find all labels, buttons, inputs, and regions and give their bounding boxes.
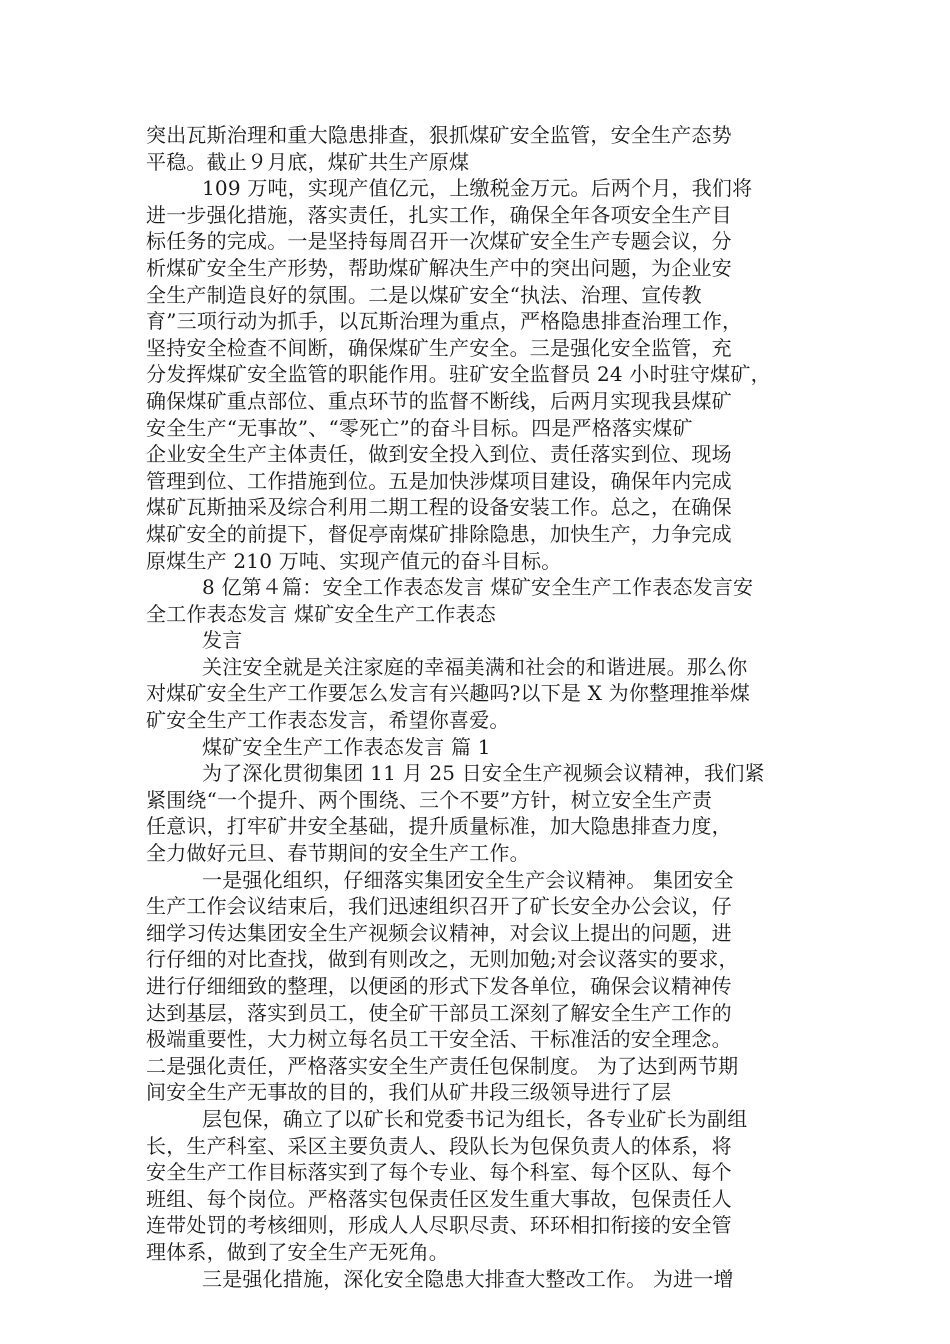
text-line: 管理到位、工作措施到位。五是加快涉煤项目建设，确保年内完成	[146, 468, 732, 493]
text-line: 109 万吨，实现产值亿元，上缴税金万元。后两个月，我们将	[202, 176, 753, 201]
text-line: 二是强化责任，严格落实安全生产责任包保制度。 为了达到两节期	[146, 1053, 739, 1078]
text-line: 8 亿第４篇：安全工作表态发言 煤矿安全生产工作表态发言安	[202, 575, 754, 600]
text-line: 标任务的完成。一是坚持每周召开一次煤矿安全生产专题会议，分	[146, 229, 732, 254]
text-line: 矿安全生产工作表态发言，希望你喜爱。	[146, 708, 510, 733]
text-line: 分发挥煤矿安全监管的职能作用。驻矿安全监督员 24 小时驻守煤矿，	[146, 362, 771, 387]
text-line: 理体系，做到了安全生产无死角。	[146, 1239, 449, 1264]
text-line: 突出瓦斯治理和重大隐患排查，狠抓煤矿安全监管，安全生产态势	[146, 123, 732, 147]
text-line: 煤矿瓦斯抽采及综合利用二期工程的设备安装工作。总之，在确保	[146, 495, 732, 520]
text-line: 全工作表态发言 煤矿安全生产工作表态	[146, 601, 496, 626]
text-line: 煤矿安全的前提下，督促亭南煤矿排除隐患，加快生产，力争完成	[146, 521, 732, 546]
text-line: 为了深化贯彻集团 11 月 25 日安全生产视频会议精神，我们紧	[202, 761, 765, 786]
text-line: 行仔细的对比查找，做到有则改之，无则加勉;对会议落实的要求，	[146, 947, 739, 972]
text-line: 安全生产“无事故”、“零死亡”的奋斗目标。四是严格落实煤矿	[146, 415, 693, 440]
text-line: 极端重要性，大力树立每名员工干安全活、干标准活的安全理念。	[146, 1027, 732, 1052]
text-line: 安全生产工作目标落实到了每个专业、每个科室、每个区队、每个	[146, 1160, 732, 1185]
text-line: 煤矿安全生产工作表态发言 篇 1	[202, 734, 491, 759]
text-line: 生产工作会议结束后，我们迅速组织召开了矿长安全办公会议，仔	[146, 894, 732, 919]
text-line: 全生产制造良好的氛围。二是以煤矿安全“执法、治理、宣传教	[146, 282, 702, 307]
text-line: 紧围绕“一个提升、两个围绕、三个不要”方针，树立安全生产责	[146, 787, 713, 812]
text-line: 一是强化组织，仔细落实集团安全生产会议精神。 集团安全	[202, 867, 734, 892]
text-line: 细学习传达集团安全生产视频会议精神，对会议上提出的问题，进	[146, 920, 732, 945]
text-line: 进行仔细细致的整理，以便函的形式下发各单位，确保会议精神传	[146, 974, 732, 998]
text-line: 对煤矿安全生产工作要怎么发言有兴趣吗?以下是 X 为你整理推举煤	[146, 681, 751, 706]
text-line: 全力做好元旦、春节期间的安全生产工作。	[146, 841, 530, 866]
text-line: 三是强化措施，深化安全隐患大排查大整改工作。 为进一增	[202, 1266, 734, 1291]
text-line: 间安全生产无事故的目的，我们从矿井段三级领导进行了层	[146, 1080, 672, 1105]
text-line: 关注安全就是关注家庭的幸福美满和社会的和谐进展。那么你	[202, 654, 748, 679]
text-line: 企业安全生产主体责任，做到安全投入到位、责任落实到位、现场	[146, 442, 732, 467]
document-body	[146, 122, 806, 1292]
text-line: 班组、每个岗位。严格落实包保责任区发生重大事故，包保责任人	[146, 1186, 732, 1211]
text-line: 原煤生产 210 万吨、实现产值元的奋斗目标。	[146, 548, 562, 573]
text-line: 任意识，打牢矿井安全基础，提升质量标准，加大隐患排查力度，	[146, 814, 732, 839]
text-line: 进一步强化措施，落实责任，扎实工作，确保全年各项安全生产目	[146, 202, 732, 227]
text-line: 坚持安全检查不间断，确保煤矿生产安全。三是强化安全监管，充	[146, 335, 732, 360]
text-line: 确保煤矿重点部位、重点环节的监督不断线，后两月实现我县煤矿	[146, 388, 732, 413]
text-line: 连带处罚的考核细则，形成人人尽职尽责、环环相扣衔接的安全管	[146, 1213, 732, 1238]
text-line: 达到基层，落实到员工，使全矿干部员工深刻了解安全生产工作的	[146, 1000, 732, 1025]
text-line: 发言	[202, 628, 243, 653]
text-line: 育”三项行动为抓手，以瓦斯治理为重点，严格隐患排查治理工作，	[146, 309, 743, 334]
text-line: 平稳。截止９月底，煤矿共生产原煤	[146, 149, 470, 174]
text-line: 析煤矿安全生产形势，帮助煤矿解决生产中的突出问题，为企业安	[146, 255, 732, 280]
text-line: 层包保，确立了以矿长和党委书记为组长，各专业矿长为副组	[202, 1106, 748, 1131]
text-line: 长，生产科室、采区主要负责人、段队长为包保负责人的体系，将	[146, 1133, 732, 1158]
